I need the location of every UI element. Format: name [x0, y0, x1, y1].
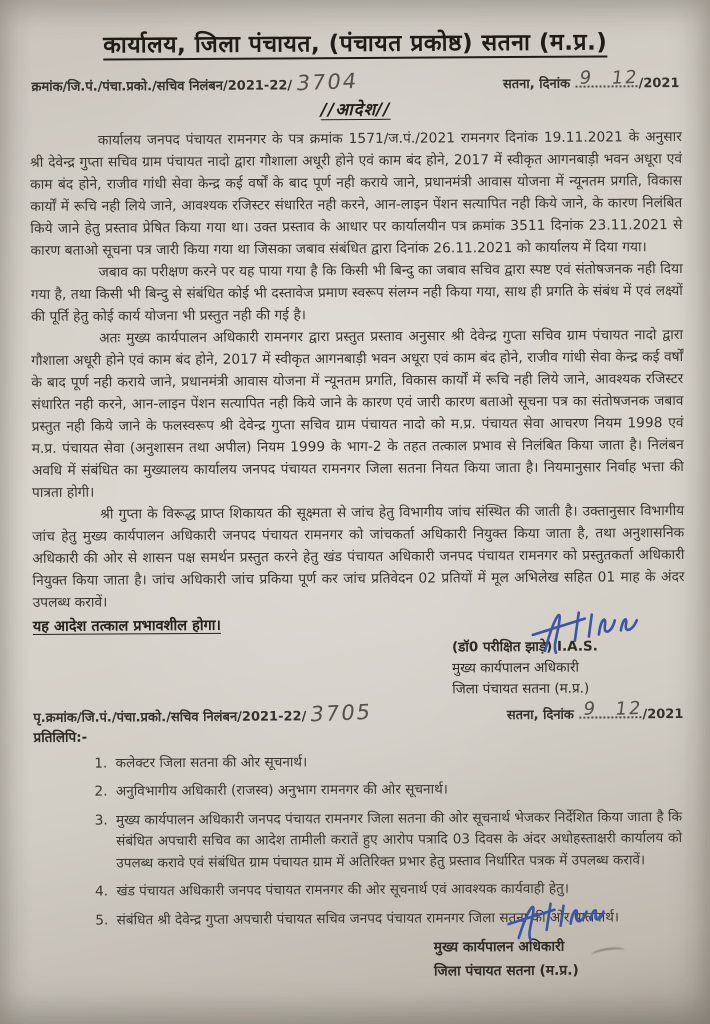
handwritten-endorsement-month: 12 — [613, 697, 644, 720]
place-date — [502, 66, 680, 93]
copies-label: प्रतिलिपि:- — [33, 729, 88, 746]
copy-item-3: 3. मुख्य कार्यपालन अधिकारी जनपद पंचायत रामनगर जिला सतना की ओर सूचनार्थ भेजकर निर्देशित किया जाता है कि संबंधित अपचारी सचिव का आदेश तामीली करातें हुए आरोप पत्रादि 03 दिवस के अंदर अधोहस्ताक्षरी कार्यालय को उपलब्ध करावे एवं संबंधित ग्राम पंचायत ग्राम में अतिरिक्त प्रभार हेतु प्रस्ताव निर्धारित पत्रक में उपलब्ध करावें। — [112, 807, 682, 875]
handwritten-date-day: 9 — [578, 67, 595, 89]
paragraph-4: श्री गुप्ता के विरूद्ध प्राप्त शिकायत की सूक्ष्मता से जांच हेतु विभागीय जांच संस्थित की जाती है। उक्तानुसार विभागीय जांच हेतु मुख्य कार्यपालन अधिकारी जनपद पंचायत रामनगर को जांचकर्ता अधिकारी नियुक्त किया जाता है, तथा अनुशासनिक अधिकारी की ओर से शासन पक्ष समर्थन प्रस्तुत करने हेतु खंड पंचायत अधिकारी जनपद पंचायत रामनगर को प्रस्तुतकर्ता अधिकारी नियुक्त किया जाता है। जांच अधिकारी जांच प्रकिया पूर्ण कर जांच प्रतिवेदन 02 प्रतियों में मूल अभिलेख सहित 01 माह के अंदर उपलब्ध करावें। — [32, 502, 685, 611]
signature-scribble-icon — [523, 598, 641, 662]
footer-signature-scribble-icon — [500, 892, 604, 951]
signatory-designation-2: जिला पंचायत सतना (म.प्र.) — [452, 680, 590, 698]
reference-line — [31, 66, 680, 96]
handwritten-date-month: 12 — [610, 66, 641, 89]
copy-item-1: 1. कलेक्टर जिला सतना की ओर सूचनार्थ। — [112, 750, 682, 775]
signatory-name: (डॉ0 परीक्षित झाड़े) I.A.S. — [451, 638, 598, 656]
reference-label: क्रमांक/जि.पं./पंचा.प्रको./सचिव निलंबन/2021-22/ — [31, 78, 293, 95]
effective-order-line: यह आदेश तत्काल प्रभावशील होगा। — [32, 617, 222, 635]
copy-item-5: 5. संबंधित श्री देवेन्द्र गुप्ता अपचारी पंचायत सचिव जनपद पंचायत रामनगर जिला सतना की ओर पालनार्थ। — [113, 907, 683, 932]
paragraph-1: कार्यालय जनपद पंचायत रामनगर के पत्र क्रमांक 1571/ज.पं./2021 रामनगर दिनांक 19.11.2021 के अनुसार श्री देवेन्द्र गुप्ता सचिव ग्राम पंचायत नादो द्वारा गौशाला अधूरी होने एवं काम बंद होने, 2017 में स्वीकृत आगनबाड़ी भवन अधूरा एवं काम बंद होने, राजीव गांधी सेवा केन्द्र कई वर्षों के बाद पूर्ण नही कराये जाने, प्रधानमंत्री आवास योजना में न्यूनतम प्रगति, विकास कार्यों में रूचि नही लिये जाने, आवश्यक रजिस्टर संधारित नही करने, आन-लाइन पेंशन सत्यापित नही किये जाने, के कारण निलंबित किये जाने हेतु प्रस्ताव प्रेषित किया गया था। उक्त प्रस्ताव के आधार पर कार्यालयीन पत्र क्रमांक 3511 दिनांक 23.11.2021 से कारण बताओ सूचना पत्र जारी किया गया था जिसका जबाव संबंधित द्वारा दिनांक 26.11.2021 को कार्यालय में दिया गया। — [29, 128, 683, 259]
footer-signature-block — [434, 935, 639, 983]
endorsement-date-day-blank — [579, 698, 609, 720]
page-title: कार्यालय, जिला पंचायत, (पंचायत प्रकोष्ठ) सतना (म.प्र.) — [103, 29, 608, 59]
date-day-blank — [575, 67, 605, 89]
reference-number — [31, 68, 360, 96]
endorsement-date-month-blank — [611, 697, 644, 720]
endorsement-line — [33, 697, 684, 727]
endorsement-place-date — [506, 697, 684, 723]
endorsement-date-year: /2021 — [642, 706, 684, 723]
date-year: /2021 — [638, 76, 680, 92]
endorsement-number — [33, 699, 375, 727]
handwritten-ref-number: 3704 — [294, 68, 360, 96]
copy-item-2: 2. अनुविभागीय अधिकारी (राजस्व) अनुभाग रामनगर की ओर सूचनार्थ। — [112, 778, 682, 803]
copy-item-4: 4. खंड पंचायत अधिकारी जनपद पंचायत रामनगर की ओर सूचनार्थ एवं आवश्यक कार्यवाही हेतु। — [112, 878, 682, 903]
date-month-blank — [607, 66, 641, 89]
paragraph-3: अतः मुख्य कार्यपालन अधिकारी रामनगर द्वारा प्रस्तुत प्रस्ताव अनुसार श्री देवेन्द्र गुप्ता सचिव ग्राम पंचायत नादो द्वारा गौशाला अधूरी होने एवं काम बंद होने, 2017 में स्वीकृत आगनबाड़ी भवन अधूरा एवं काम बंद होने, राजीव गांधी सेवा केन्द्र कई वर्षों के बाद पूर्ण नही कराये जाने, प्रधानमंत्री आवास योजना में न्यूनतम प्रगति, विकास कार्यों में रूचि नही लिये जाने, आवश्यक रजिस्टर संधारित नही करने, आन-लाइन पेंशन सत्यापित नही किये जाने के कारण एवं जारी कारण बताओ सूचना पत्र का संतोषजनक जबाव प्रस्तुत नही किये जाने के फलस्वरूप श्री देवेन्द्र गुप्ता सचिव ग्राम पंचायत नादो को म.प्र. पंचायत सेवा आचरण नियम 1998 एवं म.प्र. पंचायत सेवा (अनुशासन तथा अपील) नियम 1999 के भाग-2 के तहत तत्काल प्रभाव से निलंबित किया जाता है। निलंबन अवधि में संबंधित का मुख्यालय कार्यालय जनपद पंचायत रामनगर जिला सतना नियत किया जाता है। नियमानुसार निर्वाह भत्ता की पात्रता होगी। — [31, 326, 684, 501]
handwritten-endorsement-day: 9 — [582, 698, 599, 720]
signatory-designation-1: मुख्य कार्यपालन अधिकारी — [452, 659, 580, 677]
footer-signatory-designation-1: मुख्य कार्यपालन अधिकारी — [433, 938, 565, 956]
signature-block — [452, 636, 667, 700]
handwritten-endorsement-number: 3705 — [309, 699, 375, 727]
paragraph-2: जबाव का परीक्षण करने पर यह पाया गया है कि किसी भी बिन्दु का जबाव सचिव द्वारा स्पष्ट एवं संतोषजनक नही दिया गया है, तथा किसी भी बिन्दु से संबंधित कोई भी दस्तावेज प्रमाण स्वरूप संलग्न नही किया गया, साथ ही प्रगति के संबंध में एवं लक्ष्यों की पूर्ति हेतु कोई कार्य योजना भी प्रस्तुत नही की गई है। — [30, 260, 683, 325]
order-heading: //आदेश// — [320, 99, 391, 121]
endorsement-label: पृ.क्रमांक/जि.पं./पंचा.प्रको./सचिव निलंबन/2021-22/ — [33, 709, 307, 726]
place-date-label: सतना, दिनांक — [502, 76, 571, 93]
footer-signatory-designation-2: जिला पंचायत सतना (म.प्र.) — [433, 962, 579, 980]
endorsement-place-date-label: सतना, दिनांक — [506, 707, 574, 723]
